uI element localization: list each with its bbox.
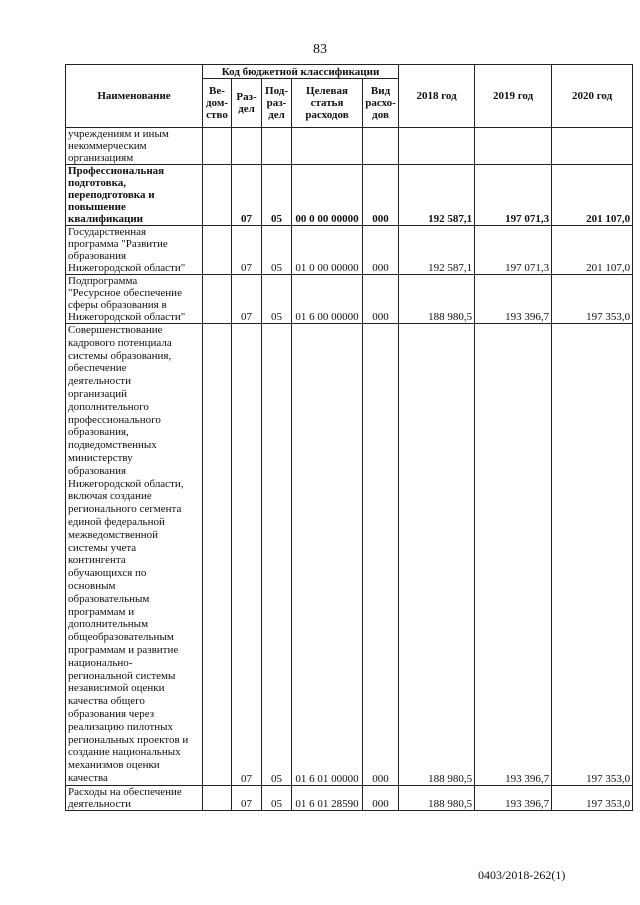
budget-table [65,64,633,811]
row-2018: 192 587,1 [399,226,475,275]
row-vedomstvo [203,165,232,226]
header-expense-type: Вид расхо- дов [363,79,399,128]
row-2020: 197 353,0 [552,324,633,786]
row-target-article: 00 0 00 00000 [292,165,363,226]
page-number: 83 [313,42,327,57]
row-vedomstvo [203,324,232,786]
header-name: Наименование [66,65,203,128]
table-row [66,275,633,324]
row-podrazdel [262,128,292,165]
row-expense-type: 000 [363,275,399,324]
table-row [66,324,633,786]
row-name: Государственная программа "Развитие образования Нижегородской области" [66,226,203,275]
row-2019 [475,128,552,165]
row-vedomstvo [203,785,232,810]
table-row [66,785,633,810]
row-target-article [292,128,363,165]
row-expense-type: 000 [363,226,399,275]
row-vedomstvo [203,128,232,165]
row-vedomstvo [203,275,232,324]
header-year-2019: 2019 год [475,65,552,128]
row-2018: 188 980,5 [399,275,475,324]
row-2020 [552,128,633,165]
row-vedomstvo [203,226,232,275]
row-2018: 192 587,1 [399,165,475,226]
row-name: Профессиональная подготовка, переподготовка и повышение квалификации [66,165,203,226]
row-2019: 193 396,7 [475,324,552,786]
row-target-article: 01 6 00 00000 [292,275,363,324]
row-expense-type: 000 [363,165,399,226]
row-2018: 188 980,5 [399,324,475,786]
header-budget-classification: Код бюджетной классификации [203,65,399,79]
row-2018 [399,128,475,165]
row-2019: 197 071,3 [475,165,552,226]
table-row [66,128,633,165]
row-name: Совершенствование кадрового потенциала системы образования, обеспечение деятельности организаций дополнительного профессионального образования, подведомственных министерству образования Нижегородской области, включая создание регионального сегмента единой федеральной межведомственной системы учета контингента обучающихся по основным образовательным программам и дополнительным общеобразовательным программам и развитие национально- региональной системы независимой оценки качества общего образования через реализацию пилотных региональных проектов и создание национальных механизмов оценки качества [66,324,203,786]
row-expense-type: 000 [363,324,399,786]
row-razdel: 07 [232,785,262,810]
row-target-article: 01 6 01 00000 [292,324,363,786]
row-name: учреждениям и иным некоммерческим организациям [66,128,203,165]
row-podrazdel: 05 [262,785,292,810]
header-podrazdel: Под- раз- дел [262,79,292,128]
row-2019: 193 396,7 [475,785,552,810]
row-2020: 201 107,0 [552,226,633,275]
header-vedomstvo: Ве- дом- ство [203,79,232,128]
header-year-2020: 2020 год [552,65,633,128]
row-razdel: 07 [232,226,262,275]
row-2020: 201 107,0 [552,165,633,226]
row-2018: 188 980,5 [399,785,475,810]
row-name: Расходы на обеспечение деятельности [66,785,203,810]
row-razdel: 07 [232,165,262,226]
row-razdel: 07 [232,324,262,786]
header-razdel: Раз- дел [232,79,262,128]
header-target-article: Целевая статья расходов [292,79,363,128]
row-2020: 197 353,0 [552,785,633,810]
row-podrazdel: 05 [262,275,292,324]
row-razdel: 07 [232,275,262,324]
row-2019: 197 071,3 [475,226,552,275]
row-expense-type [363,128,399,165]
document-code: 0403/2018-262(1) [478,868,566,882]
row-2020: 197 353,0 [552,275,633,324]
table-row [66,226,633,275]
row-2019: 193 396,7 [475,275,552,324]
row-razdel [232,128,262,165]
row-podrazdel: 05 [262,226,292,275]
row-podrazdel: 05 [262,165,292,226]
row-podrazdel: 05 [262,324,292,786]
row-target-article: 01 0 00 00000 [292,226,363,275]
row-name: Подпрограмма "Ресурсное обеспечение сферы образования в Нижегородской области" [66,275,203,324]
header-year-2018: 2018 год [399,65,475,128]
row-expense-type: 000 [363,785,399,810]
row-target-article: 01 6 01 28590 [292,785,363,810]
table-row [66,165,633,226]
